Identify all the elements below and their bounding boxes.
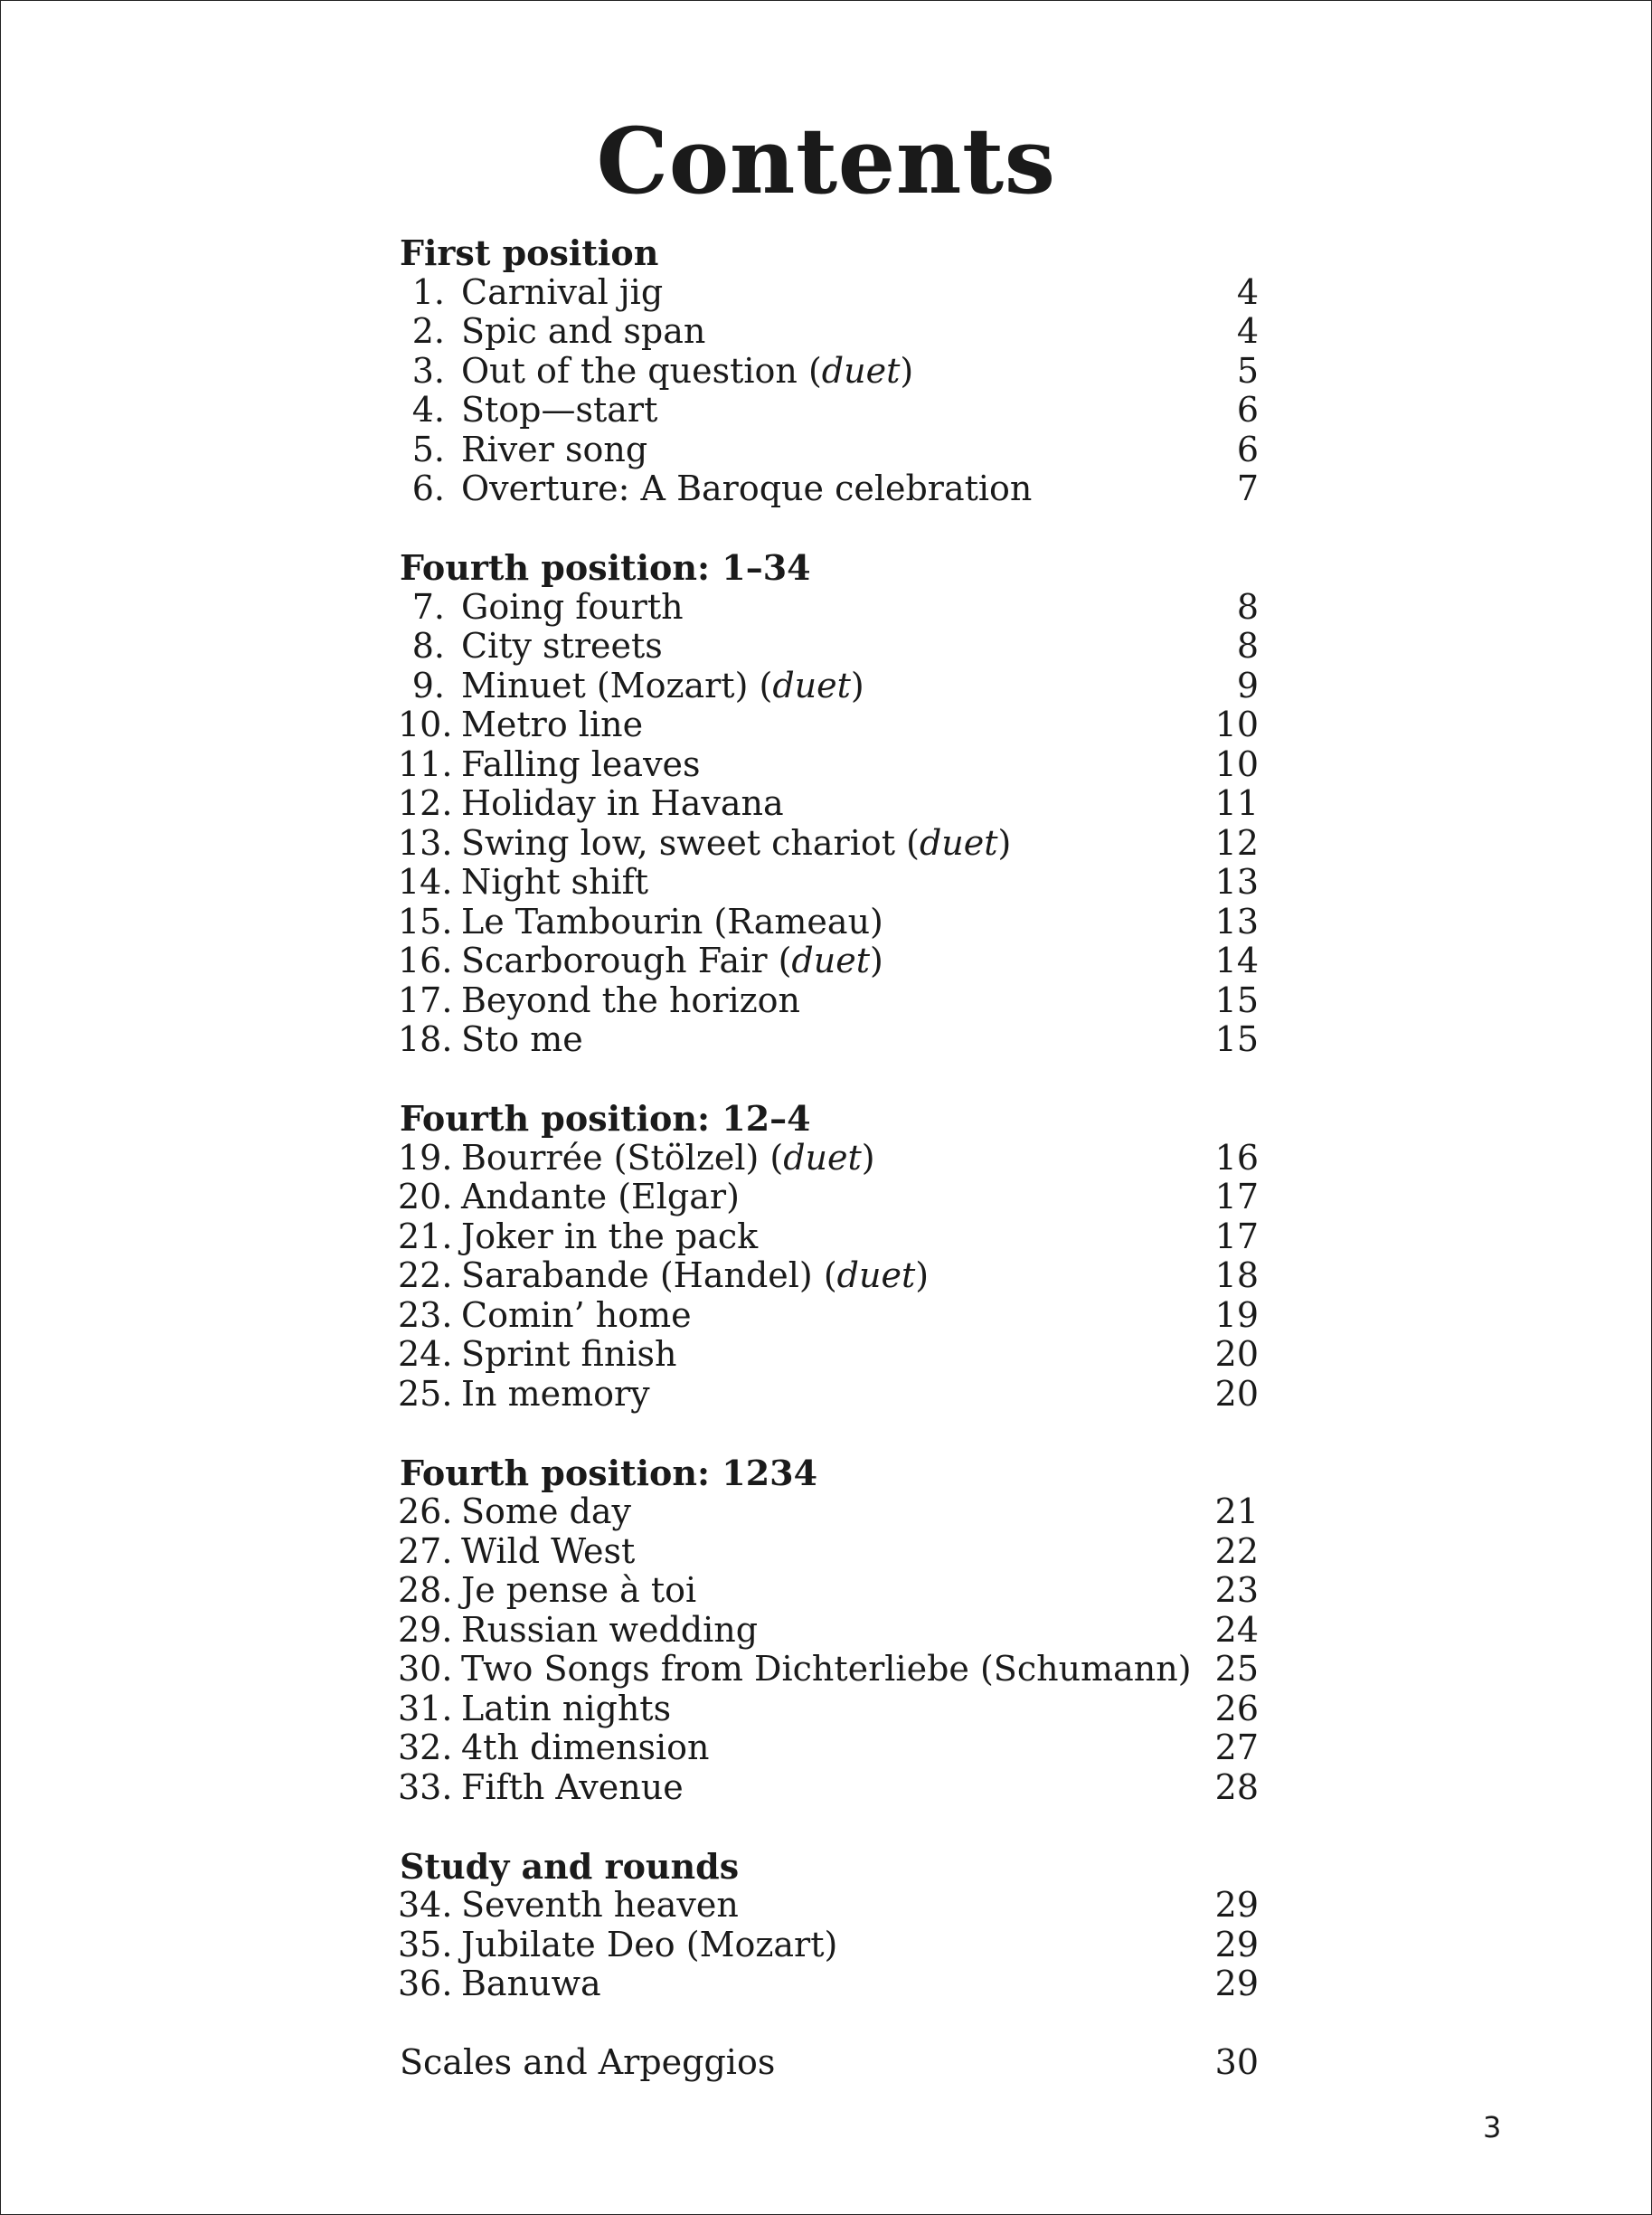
duet-label: duet [783,1137,862,1178]
entry-page: 10 [1214,743,1259,784]
entry-number: 25. [398,1373,453,1414]
entry-number: 11. [398,743,453,784]
paren-open: ( [895,822,920,863]
entry-title: Sprint finish [461,1334,677,1374]
entry-number: 2. [411,311,445,351]
entry-page: 12 [1214,822,1259,863]
entry-page: 30 [1214,2042,1259,2082]
toc-entry[interactable] [398,1139,1259,1178]
entry-number: 20. [398,1177,453,1216]
toc-section [398,233,1259,509]
entry-page: 28 [1214,1766,1259,1807]
entry-page: 13 [1214,862,1259,902]
entry-title: Spic and span [461,311,706,351]
entry-title-wrap [461,1571,696,1611]
toc-entry[interactable] [398,1650,1259,1690]
entry-page: 6 [1236,429,1259,469]
entry-title: Swing low, sweet chariot [461,822,896,863]
toc-section [398,1099,1259,1414]
entry-page: 23 [1214,1570,1259,1610]
entry-title: Banuwa [461,1964,601,2003]
entry-title: Seventh heaven [461,1885,739,1925]
toc-entry[interactable] [398,981,1259,1021]
entry-title-wrap [461,863,648,903]
entry-page: 14 [1214,941,1259,980]
toc-entry[interactable] [398,863,1259,903]
entry-title: Fifth Avenue [461,1766,684,1807]
paren-close: ) [900,350,914,391]
entry-number: 35. [398,1924,453,1964]
entry-page: 21 [1214,1491,1259,1531]
section-heading: Fourth position: 1234 [400,1452,818,1493]
entry-title-wrap [461,1020,583,1060]
entry-title-wrap [461,1926,837,1965]
entry-page: 6 [1236,390,1259,430]
entry-title: Going fourth [461,586,684,627]
toc-entry[interactable] [398,1690,1259,1729]
toc-entry[interactable] [398,1886,1259,1926]
entry-page: 19 [1214,1294,1259,1335]
toc-section [398,1453,1259,1808]
entry-title: Minuet (Mozart) [461,665,749,705]
toc-entry[interactable] [398,1020,1259,1060]
entry-number: 30. [398,1649,453,1689]
paren-close: ) [850,665,864,705]
entry-title-wrap [461,588,684,628]
entry-page: 10 [1214,705,1259,744]
entry-number: 28. [398,1570,453,1610]
entry-page: 5 [1236,350,1259,391]
toc-entry[interactable] [398,1375,1259,1415]
entry-page: 4 [1236,271,1259,312]
page-title: Contents [596,108,1056,214]
entry-page: 4 [1236,311,1259,351]
entry-title-wrap [461,1611,758,1651]
entry-title-wrap [461,1256,929,1296]
entry-title: 4th dimension [461,1728,710,1767]
entry-title-wrap [461,903,883,942]
entry-title-wrap [461,391,657,431]
entry-number: 26. [398,1491,453,1531]
duet-label: duet [772,665,851,705]
paren-open: ( [767,941,792,980]
section-heading: Fourth position: 12–4 [400,1098,811,1139]
entry-title: Overture: A Baroque celebration [461,469,1033,508]
entry-page: 20 [1214,1334,1259,1374]
entry-title-wrap [461,627,663,667]
paren-open: ( [797,350,822,391]
toc-entry[interactable] [398,1217,1259,1257]
toc-entry[interactable] [398,1492,1259,1532]
entry-page: 27 [1214,1728,1259,1767]
entry-number: 32. [398,1728,453,1767]
entry-title-wrap [461,1964,601,2004]
toc-entry[interactable] [398,391,1259,431]
entry-title: Bourrée (Stölzel) [461,1137,760,1178]
entry-title-wrap [461,273,663,313]
paren-open: ( [812,1255,837,1295]
entry-title: Out of the question [461,350,798,391]
entry-number: 6. [411,469,445,508]
entry-number: 16. [398,941,453,980]
toc-entry[interactable] [398,1256,1259,1296]
toc-entry[interactable] [398,273,1259,313]
entry-number: 18. [398,1019,453,1059]
toc-entry[interactable] [398,627,1259,667]
paren-close: ) [915,1255,930,1295]
duet-label: duet [791,941,870,980]
duet-label: duet [919,822,998,863]
toc-entry[interactable] [398,312,1259,352]
toc-entry[interactable] [398,1178,1259,1217]
toc-section [398,1847,1259,2004]
toc-entry[interactable] [398,705,1259,745]
entry-title-wrap [461,312,705,352]
entry-number: 12. [398,783,453,823]
entry-page: 17 [1214,1216,1259,1256]
entry-page: 24 [1214,1609,1259,1650]
entry-title: Carnival jig [461,271,664,312]
entry-title: Andante (Elgar) [461,1177,740,1216]
entry-title-wrap [461,1296,692,1336]
entry-page: 25 [1214,1649,1259,1689]
entry-number: 10. [398,705,453,744]
entry-title: Some day [461,1491,631,1531]
toc-entry[interactable] [398,1611,1259,1651]
paren-close: ) [869,941,883,980]
toc-entry[interactable] [398,1926,1259,1965]
entry-number: 17. [398,980,453,1020]
entry-title: Russian wedding [461,1609,759,1650]
entry-title: Sarabande (Handel) [461,1255,813,1295]
entry-page: 8 [1236,626,1259,666]
entry-title: Scarborough Fair [461,941,768,980]
entry-number: 13. [398,822,453,863]
entry-page: 8 [1236,586,1259,627]
toc-entry[interactable] [398,1335,1259,1375]
entry-title-wrap [461,705,643,745]
entry-page: 15 [1214,1019,1259,1059]
toc-entry[interactable] [398,942,1259,981]
toc-entry[interactable] [398,1532,1259,1572]
entry-title-wrap [461,745,701,785]
entry-title-wrap [461,1886,739,1926]
entry-title: Sto me [461,1019,583,1059]
entry-page: 13 [1214,901,1259,942]
entry-title: Je pense à toi [461,1570,697,1610]
toc-entry[interactable] [398,1964,1259,2004]
duet-label: duet [836,1255,916,1295]
entry-number: 1. [411,271,445,312]
toc-entry[interactable] [398,784,1259,824]
toc-entry[interactable] [398,903,1259,942]
entry-title-wrap [461,1728,709,1768]
entry-page: 9 [1236,665,1259,705]
toc-entry[interactable] [398,352,1259,392]
paren-close: ) [997,822,1012,863]
toc-entry[interactable] [398,588,1259,628]
toc-entry[interactable] [398,1728,1259,1768]
entry-number: 3. [411,350,445,391]
entry-page: 17 [1214,1177,1259,1216]
entry-title: Latin nights [461,1688,672,1728]
entry-title: City streets [461,626,663,666]
entry-page: 29 [1214,1885,1259,1925]
entry-page: 16 [1214,1137,1259,1178]
entry-title: Two Songs from Dichterliebe (Schumann) [461,1649,1192,1689]
entry-title-wrap [461,824,1011,864]
section-heading: Fourth position: 1–34 [400,547,811,588]
entry-page: 22 [1214,1530,1259,1571]
entry-page: 18 [1214,1255,1259,1295]
entry-title-wrap [461,942,883,981]
entry-number: 22. [398,1255,453,1295]
toc-section [398,548,1259,1060]
entry-number: 5. [411,429,445,469]
entry-title: Metro line [461,705,644,744]
entry-title: River song [461,429,648,469]
entry-number: 4. [411,390,445,430]
toc-entry[interactable] [398,1296,1259,1336]
entry-title: Holiday in Havana [461,783,784,823]
entry-number: 9. [411,665,445,705]
entry-title-wrap [461,352,913,392]
entry-title-wrap [461,667,864,706]
entry-number: 8. [411,626,445,666]
entry-title-wrap [461,469,1032,509]
entry-number: 7. [411,586,445,627]
entry-title-wrap [461,784,784,824]
entry-title-wrap [461,1492,631,1532]
entry-page: 7 [1236,469,1259,508]
toc-entry[interactable] [398,431,1259,470]
duet-label: duet [821,350,901,391]
entry-title-wrap [461,1650,1192,1690]
entry-page: 15 [1214,980,1259,1020]
entry-number: 33. [398,1766,453,1807]
entry-title-wrap [461,1139,875,1178]
entry-page: 20 [1214,1373,1259,1414]
entry-number: 34. [398,1885,453,1925]
toc-entry[interactable] [398,469,1259,509]
entry-number: 21. [398,1216,453,1256]
entry-title: Le Tambourin (Rameau) [461,901,883,942]
paren-open: ( [748,665,773,705]
section-heading: First position [400,232,659,273]
entry-title-wrap [461,981,800,1021]
toc-entry[interactable] [398,1768,1259,1808]
entry-page: 29 [1214,1964,1259,2003]
entry-number: 36. [398,1964,453,2003]
entry-number: 15. [398,901,453,942]
entry-title: Comin’ home [461,1294,692,1335]
entry-page: 11 [1214,783,1259,823]
toc-entry[interactable] [398,745,1259,785]
entry-title-wrap [461,1217,758,1257]
toc-entry[interactable] [398,824,1259,864]
entry-title: Scales and Arpeggios [400,2042,776,2082]
entry-title-wrap [461,1532,635,1572]
entry-title-wrap [461,1690,671,1729]
entry-title-wrap [461,431,647,470]
entry-title-wrap [461,1335,676,1375]
section-heading: Study and rounds [400,1845,740,1887]
entry-title-wrap [461,1178,740,1217]
toc-entry-scales[interactable] [398,2043,1259,2083]
page-number: 3 [1483,2110,1502,2144]
entry-title-wrap [461,1375,650,1415]
entry-number: 27. [398,1530,453,1571]
entry-title: Stop—start [461,390,658,430]
toc-entry[interactable] [398,667,1259,706]
toc-entry[interactable] [398,1571,1259,1611]
entry-number: 29. [398,1609,453,1650]
entry-number: 31. [398,1688,453,1728]
table-of-contents [398,233,1259,2083]
entry-number: 23. [398,1294,453,1335]
entry-title: Joker in the pack [461,1216,759,1256]
entry-title: Falling leaves [461,743,701,784]
entry-title: Wild West [461,1530,636,1571]
entry-number: 24. [398,1334,453,1374]
paren-open: ( [759,1137,784,1178]
entry-title-wrap [461,1768,684,1808]
entry-number: 19. [398,1137,453,1178]
entry-page: 26 [1214,1688,1259,1728]
entry-title: Night shift [461,862,649,902]
entry-page: 29 [1214,1924,1259,1964]
entry-number: 14. [398,862,453,902]
entry-title: In memory [461,1373,650,1414]
entry-title: Jubilate Deo (Mozart) [461,1924,838,1964]
paren-close: ) [861,1137,875,1178]
entry-title: Beyond the horizon [461,980,800,1020]
